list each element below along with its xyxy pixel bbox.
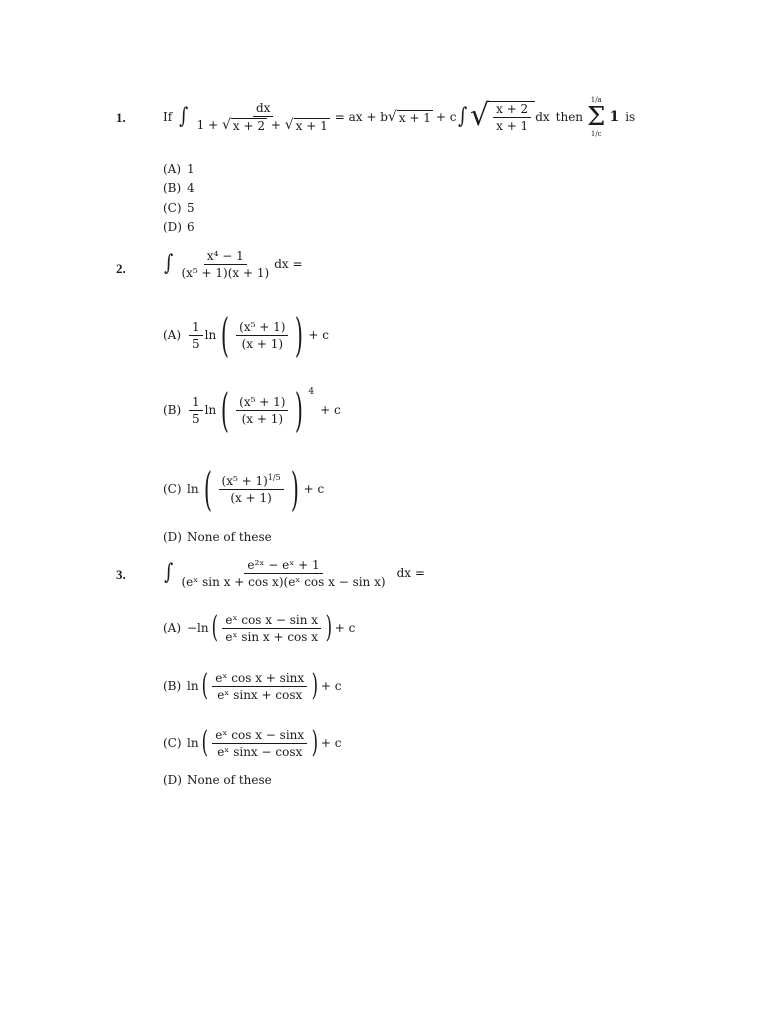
integral-sign-icon: ∫ — [179, 104, 189, 129]
question-3-statement — [163, 553, 425, 593]
q2-option-a[interactable]: (A) $\frac{1}{5}$ ln ( $\frac{\text{(x⁵ + 1)}}{(x + 1)}$ ) + c — [163, 308, 329, 362]
q1-option-d[interactable]: (D) 6 — [163, 220, 195, 234]
integral-sign-icon: ∫ — [164, 560, 174, 585]
q3-option-b[interactable]: (B) ln ( $\frac{\text{eˣ cos x + sinx}}{\text{eˣ sinx + cosx}}$ ) + c — [163, 668, 342, 703]
q1-option-a[interactable]: (A) 1 — [163, 162, 195, 176]
q1-rhs-frac-sqrt: √ $\frac{x + 2}{x + 1}$ — [470, 101, 535, 133]
question-3-number: 3. — [116, 567, 126, 582]
question-1-number: 1. — [116, 110, 126, 125]
q3-option-a[interactable]: (A) −ln ( $\frac{\text{eˣ cos x − sin x}}{\text{eˣ sin x + cos x}}$ ) + c — [163, 610, 356, 645]
q1-rhs-dx: dx — [535, 110, 550, 124]
q1-integrand: dx 1 + √ x + 2 + √ x + 1 — [196, 101, 328, 133]
q1-then: then — [555, 110, 584, 124]
q2-option-d[interactable]: (D) None of these — [163, 530, 272, 544]
question-1-statement — [163, 92, 635, 142]
q3-option-c[interactable]: (C) ln ( $\frac{\text{eˣ cos x − sinx}}{\text{eˣ sinx − cosx}}$ ) + c — [163, 725, 342, 760]
q1-prefix: If — [163, 110, 173, 124]
q1-option-c[interactable]: (C) 5 — [163, 201, 195, 215]
q2-integrand: $\frac{\text{x⁴ − 1}}{\text{(x⁵ + 1)(x + 1)}}$ — [181, 248, 270, 280]
integral-sign-icon: ∫ — [164, 251, 174, 276]
q2-tail: dx = — [274, 257, 303, 271]
q1-sum-body: 1 — [609, 109, 620, 125]
q1-option-b[interactable]: (B) 4 — [163, 181, 195, 195]
q3-option-d[interactable]: (D) None of these — [163, 773, 272, 787]
summation-icon: 1/a Σ 1/c — [587, 96, 606, 138]
question-2-statement — [163, 244, 303, 284]
q1-is: is — [625, 110, 636, 124]
q2-option-b[interactable]: (B) $\frac{1}{5}$ ln ( $\frac{\text{(x⁵ + 1)}}{(x + 1)}$ ) 4 + c — [163, 383, 341, 437]
q1-rhs-part2: + c — [435, 110, 457, 124]
q3-integrand: $\frac{\text{e²ˣ − eˣ + 1}}{\text{(eˣ sin x + cos x)(eˣ cos x − sin x)}}$ — [181, 557, 386, 589]
q1-rhs-part1: = ax + b — [334, 110, 388, 124]
integral-sign-icon: ∫ — [457, 104, 467, 129]
question-2-number: 2. — [116, 261, 126, 276]
q2-option-c[interactable]: (C) ln ( $\frac{(x^5 + 1)^{1/5}}{(x + 1)}$ ) + c — [163, 462, 325, 516]
q1-rhs-sqrt: √ x + 1 — [387, 108, 431, 125]
q3-tail: dx = — [396, 566, 425, 580]
